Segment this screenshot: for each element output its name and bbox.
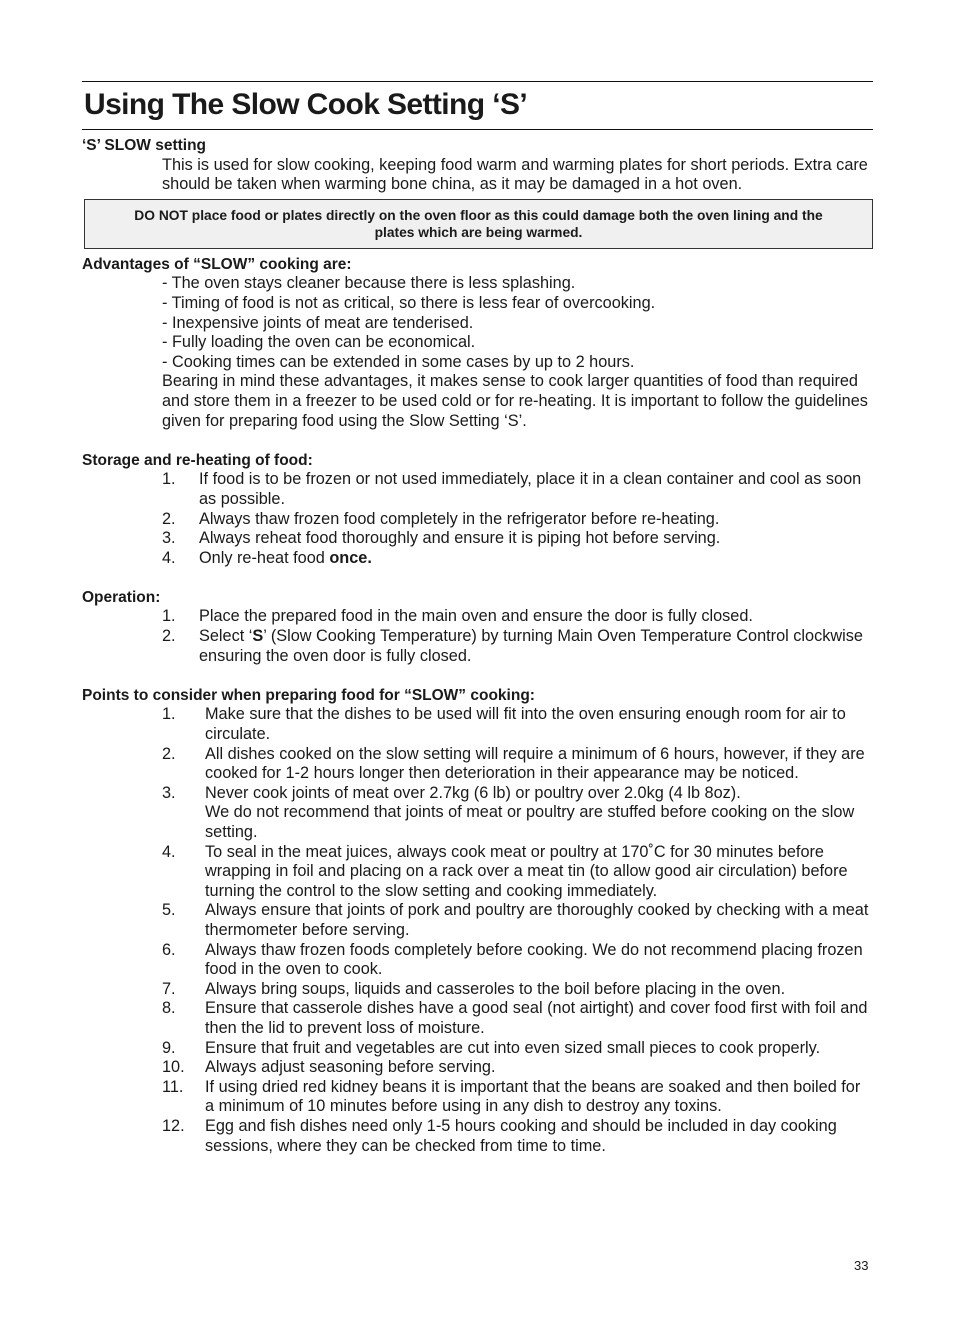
list-item: 2. All dishes cooked on the slow setting will require a minimum of 6 hours, however, if they are cooked for 1-2 hours longer then deterioration in their appearance may be noticed. xyxy=(162,744,865,783)
list-item: 3. Never cook joints of meat over 2.7kg (6 lb) or poultry over 2.0kg (4 lb 8oz). We do not recommend that joints of meat or poultry are stuffed before cooking on the slow setting. xyxy=(162,783,855,841)
list-item: 12. Egg and fish dishes need only 1-5 hours cooking and should be included in day cooking sessions, where they can be checked from time to time. xyxy=(162,1116,837,1155)
list-item: - Inexpensive joints of meat are tenderised. xyxy=(162,313,474,332)
list-item: 4. Only re-heat food once. xyxy=(162,548,372,567)
advantages-heading: Advantages of “SLOW” cooking are: xyxy=(82,255,352,273)
points-heading: Points to consider when preparing food for “SLOW” cooking: xyxy=(82,686,535,704)
list-item: 1. Make sure that the dishes to be used will fit into the oven ensuring enough room for air to circulate. xyxy=(162,705,846,744)
list-item: 4. To seal in the meat juices, always cook meat or poultry at 170˚C for 30 minutes before wrapping in foil and placing on a rack over a meat tin (to allow good air circulation) before turning the control to the slow setting and cooking immediately. xyxy=(162,842,848,900)
list-item: - The oven stays cleaner because there is less splashing. xyxy=(162,274,576,293)
list-item: 7. Always bring soups, liquids and casseroles to the boil before placing in the oven. xyxy=(162,979,786,998)
emphasis-s: S xyxy=(252,627,264,646)
title-rule xyxy=(82,129,873,130)
advantages-text: Bearing in mind these advantages, it makes sense to cook larger quantities of food than required and store them in a freezer to be used cold or for re-heating. It is important to follow the guidelines given for preparing food using the Slow Setting ‘S’. xyxy=(162,372,868,430)
advantages-list xyxy=(82,274,873,372)
list-item: 2. Always thaw frozen food completely in the refrigerator before re-heating. xyxy=(162,509,720,528)
slow-setting-text: This is used for slow cooking, keeping food warm and warming plates for short periods. Extra care should be taken when warming bone china, as it may be damaged in a hot oven. xyxy=(162,155,868,194)
list-item: - Fully loading the oven can be economical. xyxy=(162,333,476,352)
operation-heading: Operation: xyxy=(82,588,161,606)
list-item: 5. Always ensure that joints of pork and poultry are thoroughly cooked by checking with a meat thermometer before serving. xyxy=(162,901,869,939)
list-item: 10. Always adjust seasoning before serving. xyxy=(162,1058,496,1077)
page-title: Using The Slow Cook Setting ‘S’ xyxy=(84,88,528,121)
list-item: 2. Select ‘S’ (Slow Cooking Temperature) by turning Main Oven Temperature Control clockwise ensuring the oven door is fully closed. xyxy=(162,627,863,665)
emphasis-once: once. xyxy=(329,548,372,567)
storage-list xyxy=(82,470,873,568)
storage-heading: Storage and re-heating of food: xyxy=(82,451,313,469)
slow-setting-heading: ‘S’ SLOW setting xyxy=(82,137,207,154)
list-item: 11. If using dried red kidney beans it is important that the beans are soaked and then boiled for a minimum of 10 minutes before using in any dish to destroy any toxins. xyxy=(162,1077,861,1116)
points-list xyxy=(82,705,873,1156)
list-item: 1. Place the prepared food in the main oven and ensure the door is fully closed. xyxy=(162,607,753,626)
list-item: 6. Always thaw frozen foods completely before cooking. We do not recommend placing frozen food in the oven to cook. xyxy=(162,940,863,979)
warning-box: DO NOT place food or plates directly on the oven floor as this could damage both the oven lining and the plates which are being warmed. xyxy=(84,199,873,249)
list-item: - Cooking times can be extended in some cases by up to 2 hours. xyxy=(162,352,635,371)
page-number: 33 xyxy=(854,1258,869,1273)
operation-list xyxy=(82,607,873,666)
list-item: 3. Always reheat food thoroughly and ensure it is piping hot before serving. xyxy=(162,529,721,548)
list-item: 9. Ensure that fruit and vegetables are cut into even sized small pieces to cook properly. xyxy=(162,1038,821,1057)
list-item: - Timing of food is not as critical, so there is less fear of overcooking. xyxy=(162,293,656,312)
list-item: 1. If food is to be frozen or not used immediately, place it in a clean container and cool as soon as possible. xyxy=(162,470,862,508)
list-item: 8. Ensure that casserole dishes have a good seal (not airtight) and cover food first with foil and then the lid to prevent loss of moisture. xyxy=(162,999,868,1037)
page xyxy=(82,81,873,1156)
top-rule xyxy=(82,81,873,82)
